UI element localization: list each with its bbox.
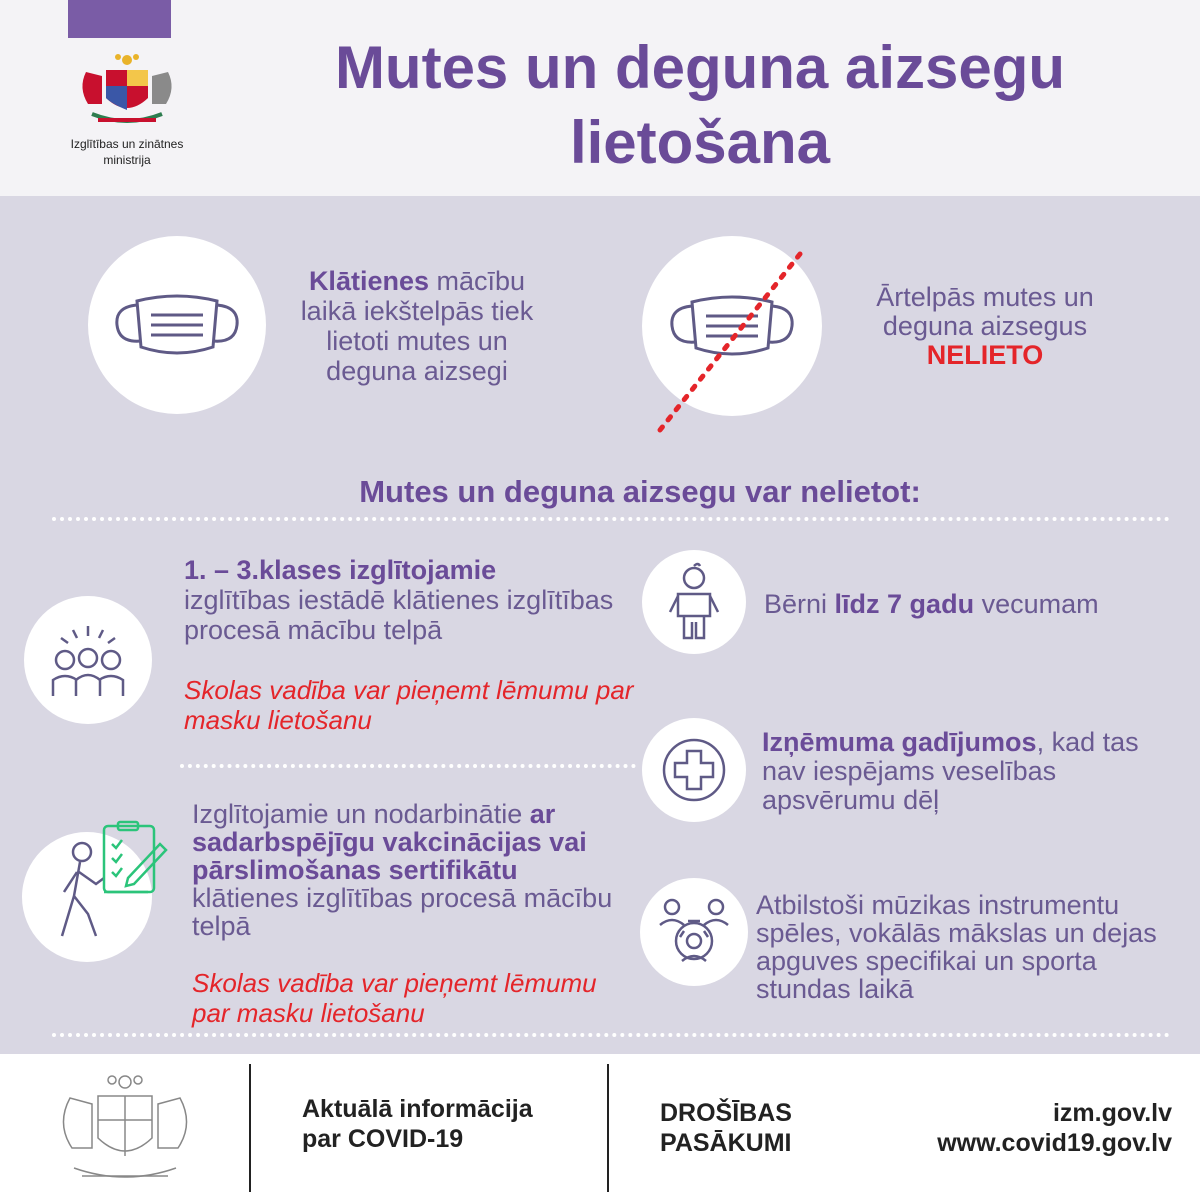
music-text — [756, 891, 1176, 1003]
indoor-mask-circle — [88, 236, 266, 414]
divider-top — [52, 517, 1170, 521]
outdoor-mask-text — [850, 283, 1120, 370]
grades-circle — [24, 596, 152, 724]
ministry-name — [52, 136, 202, 168]
website-covid19-link[interactable]: www.covid19.gov.lv — [937, 1129, 1172, 1157]
music-circle — [640, 878, 748, 986]
top-accent-tab — [68, 0, 171, 38]
person-certificate-icon — [44, 818, 174, 948]
grades-text — [184, 555, 624, 645]
outdoor-mask-label: Ārtelpās mutes un deguna aizsegus — [876, 282, 1094, 341]
indoor-mask-rest: mācību laikā iekštelpās tiek lietoti mutes un deguna aizsegi — [300, 266, 534, 386]
outdoor-mask-highlight: NELIETO — [926, 340, 1044, 370]
medical-cross-icon — [659, 735, 729, 805]
grades-note: Skolas vadība var pieņemt lēmumu par masku lietošanu — [184, 675, 634, 735]
coat-of-arms-icon — [72, 48, 182, 130]
header — [0, 0, 1200, 196]
children-bold: līdz 7 gadu — [834, 589, 975, 619]
health-rest: , kad tas nav iespējams veselības apsvērumu dēļ — [762, 727, 1139, 815]
face-mask-icon — [107, 285, 247, 365]
children-circle — [642, 550, 746, 654]
title-line2: lietošana — [569, 109, 831, 176]
title-line1: Mutes un deguna aizsegu — [334, 34, 1066, 101]
vaccinated-note: Skolas vadība var pieņemt lēmumu par masku lietošanu — [192, 968, 597, 1028]
indoor-mask-bold: Klātienes — [308, 266, 429, 296]
website-izm-link[interactable]: izm.gov.lv — [1052, 1099, 1172, 1127]
indoor-mask-text — [282, 266, 552, 386]
vaccinated-rest: klātienes izglītības procesā mācību telpā — [192, 883, 613, 941]
children-lead: Bērni — [764, 589, 835, 619]
health-bold: Izņēmuma gadījumos — [762, 727, 1037, 757]
ministry-name-line2: ministrija — [103, 153, 151, 167]
strike-through-line — [640, 240, 820, 440]
coat-of-arms-outline-icon — [50, 1068, 200, 1190]
footer-divider-2 — [607, 1064, 609, 1192]
footer-websites — [880, 1098, 1172, 1158]
children-text — [764, 589, 1184, 619]
footer-info-line2: par COVID-19 — [302, 1125, 464, 1153]
footer-safety-line2: PASĀKUMI — [660, 1129, 792, 1157]
health-circle — [642, 718, 746, 822]
ministry-logo — [52, 48, 202, 168]
child-icon — [664, 562, 724, 642]
divider-bottom — [52, 1033, 1170, 1037]
vaccinated-text — [192, 800, 628, 940]
footer-divider-1 — [249, 1064, 251, 1192]
children-rest: vecumam — [974, 589, 1099, 619]
ministry-name-line1: Izglītības un zinātnes — [70, 137, 184, 151]
health-text — [762, 728, 1162, 815]
page-title — [260, 30, 1140, 180]
footer-info-line1: Aktuālā informācija — [302, 1095, 533, 1123]
grades-rest: izglītības iestādē klātienes izglītības procesā mācību telpā — [184, 585, 614, 645]
music-label: Atbilstoši mūzikas instrumentu spēles, vokālās mākslas un dejas apguves specifikai un sporta stundas laikā — [756, 890, 1157, 1004]
vaccinated-lead: Izglītojamie un nodarbinātie — [192, 799, 530, 829]
group-people-icon — [43, 620, 133, 700]
exceptions-heading: Mutes un deguna aizsegu var nelietot: — [359, 474, 921, 509]
people-network-icon — [656, 897, 732, 967]
footer-safety-line1: DROŠĪBAS — [660, 1099, 792, 1127]
footer-safety — [660, 1098, 880, 1158]
vaccinated-bold: ar sadarbspējīgu vakcinācijas vai pārslimošanas sertifikātu — [192, 799, 587, 885]
grades-bold: 1. – 3.klases izglītojamie — [184, 555, 497, 585]
footer-info — [302, 1094, 602, 1154]
divider-middle — [180, 764, 636, 768]
